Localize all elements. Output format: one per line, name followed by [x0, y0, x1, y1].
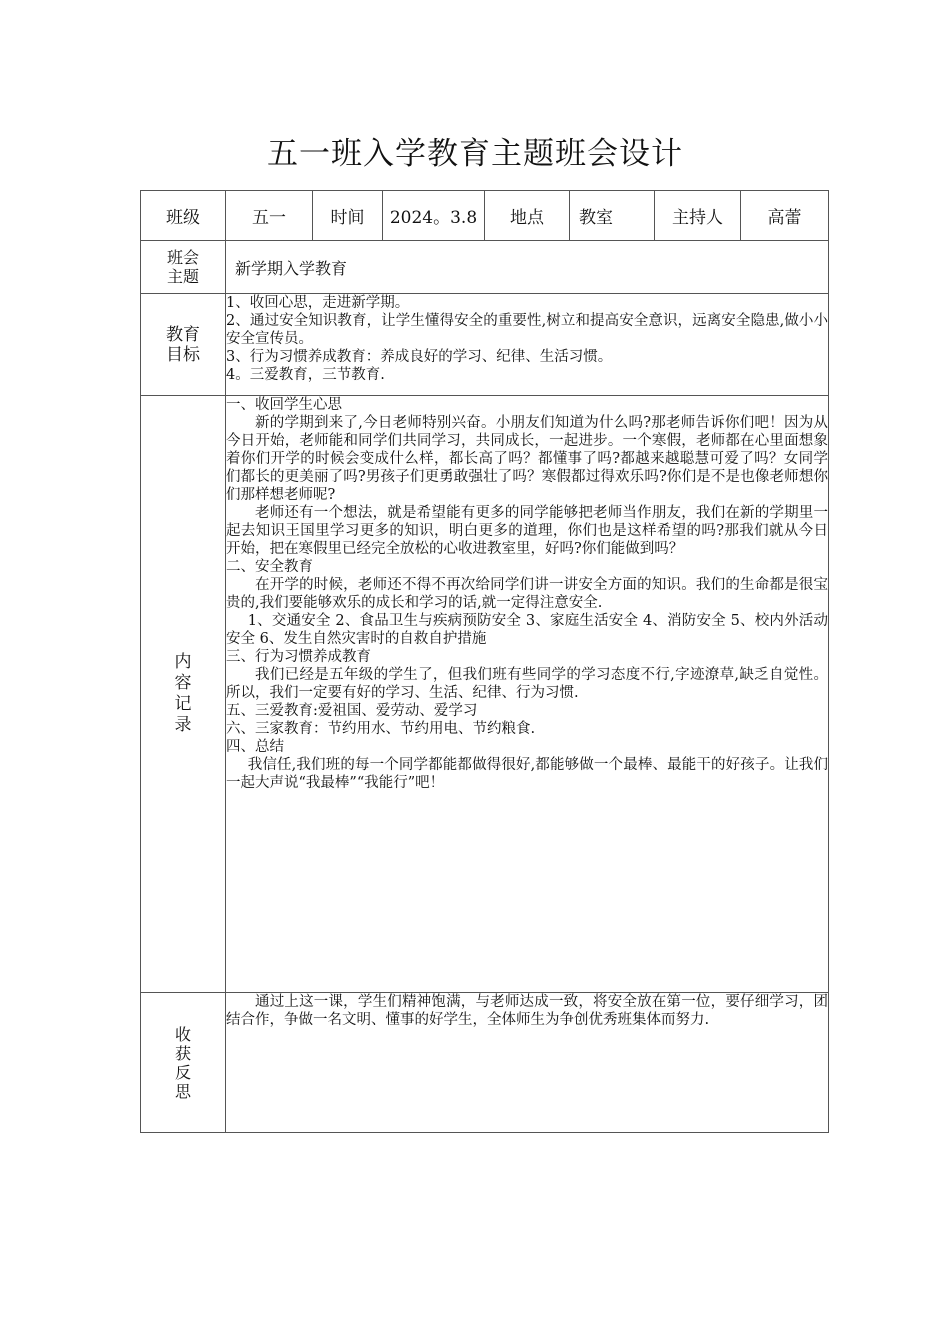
section-heading: 四、总结 [226, 739, 284, 755]
paragraph: 我信任,我们班的每一个同学都能都做得很好,都能够做一个最棒、最能干的好孩子。让我们一起大声说“我最棒”“我能行”吧！ [226, 757, 828, 791]
paragraph: 老师还有一个想法，就是希望能有更多的同学能够把老师当作朋友，我们在新的学期里一起去知识王国里学习更多的知识，明白更多的道理，你们也是这样希望的吗?那我们就从今日开始，把在寒假里已经完全放松的心收进教室里，好吗?你们能做到吗？ [226, 505, 828, 557]
goals-label-line2: 目标 [166, 344, 200, 365]
goal-item: 3、行为习惯养成教育：养成良好的学习、纪律、生活习惯。 [226, 349, 613, 365]
content-label-char: 容 [174, 673, 192, 693]
class-value: 五一 [226, 191, 313, 241]
section-heading: 二、安全教育 [226, 559, 313, 575]
goal-item: 4。三爱教育，三节教育. [226, 367, 385, 383]
section-heading: 一、收回学生心思 [226, 397, 342, 413]
content-row [141, 396, 829, 993]
content-label-char: 内 [174, 652, 192, 672]
theme-label [141, 241, 226, 294]
safety-list: 1、交通安全 2、食品卫生与疾病预防安全 3、家庭生活安全 4、消防安全 5、校内外活动安全 6、发生自然灾害时的自救自护措施 [226, 613, 828, 647]
goals-row [141, 294, 829, 396]
section-heading: 五、三爱教育:爱祖国、爱劳动、爱学习 [226, 703, 478, 719]
reflection-label-char: 思 [174, 1081, 191, 1101]
class-label: 班级 [141, 191, 226, 241]
host-label: 主持人 [655, 191, 741, 241]
paragraph: 在开学的时候，老师还不得不再次给同学们讲一讲安全方面的知识。我们的生命都是很宝贵的,我们要能够欢乐的成长和学习的话,就一定得注意安全. [226, 577, 828, 611]
page-title: 五一班入学教育主题班会设计 [267, 136, 683, 172]
goal-item: 1、收回心思，走进新学期。 [226, 295, 410, 311]
time-value: 2024。3.8 [383, 191, 485, 241]
theme-label-line1: 班会 [166, 248, 199, 267]
paragraph: 我们已经是五年级的学生了，但我们班有些同学的学习态度不行,字迹潦草,缺乏自觉性。所以，我们一定要有好的学习、生活、纪律、行为习惯. [226, 667, 828, 701]
theme-label-line2: 主题 [166, 267, 199, 286]
place-label: 地点 [485, 191, 570, 241]
goals-text [226, 294, 829, 396]
content-label-char: 记 [174, 694, 192, 714]
content-text [226, 396, 829, 993]
place-value: 教室 [570, 191, 655, 241]
goals-label [141, 294, 226, 396]
host-value: 高蕾 [741, 191, 829, 241]
section-heading: 六、三家教育：节约用水、节约用电、节约粮食. [226, 721, 536, 737]
reflection-label-char: 获 [174, 1043, 191, 1063]
lesson-plan-table [140, 190, 829, 1133]
section-heading: 三、行为习惯养成教育 [226, 649, 371, 665]
time-label: 时间 [313, 191, 383, 241]
reflection-label-char: 反 [174, 1062, 191, 1082]
reflection-label-char: 收 [174, 1024, 191, 1044]
header-row [141, 191, 829, 241]
reflection-label [141, 993, 226, 1133]
paragraph: 新的学期到来了,今日老师特别兴奋。小朋友们知道为什么吗?那老师告诉你们吧！因为从今日开始，老师能和同学们共同学习，共同成长，一起进步。一个寒假，老师都在心里面想象着你们开学的时候会变成什么样，都长高了吗？都懂事了吗?都越来越聪慧可爱了吗？女同学们都长的更美丽了吗?男孩子们更勇敢强壮了吗？寒假都过得欢乐吗?你们是不是也像老师想你们那样想老师呢? [226, 415, 828, 503]
content-label [141, 396, 226, 993]
theme-value: 新学期入学教育 [226, 241, 829, 294]
reflection-row [141, 993, 829, 1133]
content-label-char: 录 [174, 715, 192, 735]
goal-item: 2、通过安全知识教育，让学生懂得安全的重要性,树立和提高安全意识，远离安全隐患,做小小安全宣传员。 [226, 313, 828, 347]
goals-label-line1: 教育 [166, 324, 200, 345]
paragraph: 通过上这一课，学生们精神饱满，与老师达成一致，将安全放在第一位，要仔细学习，团结合作，争做一名文明、懂事的好学生，全体师生为争创优秀班集体而努力. [226, 994, 828, 1028]
theme-row [141, 241, 829, 294]
reflection-text [226, 993, 829, 1133]
